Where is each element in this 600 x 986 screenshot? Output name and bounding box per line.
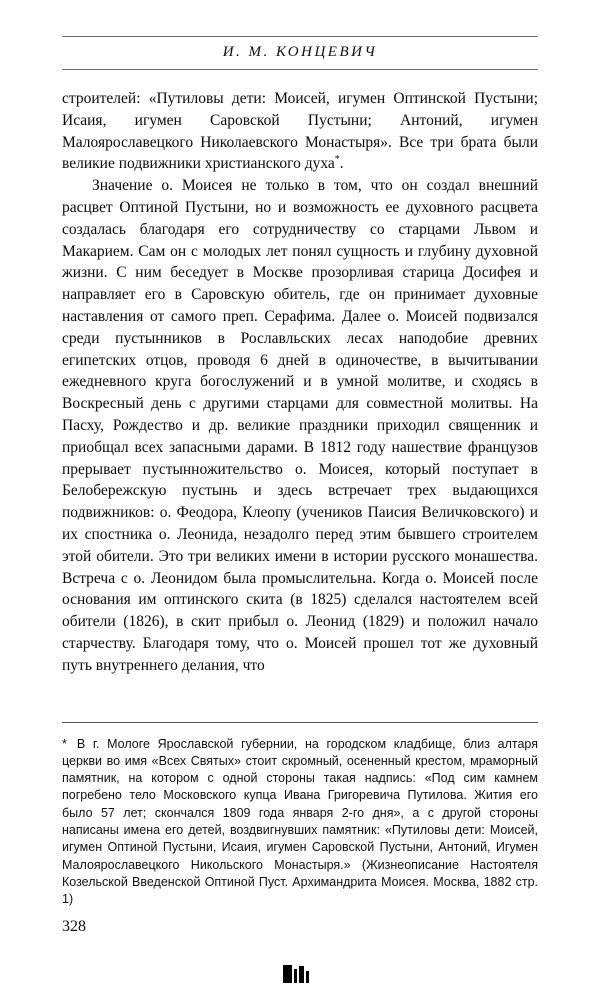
- paragraph-2: Значение о. Моисея не только в том, что он создал внешний расцвет Оптиной Пустыни, но и возможность ее духовного расцвета создалась благодаря его сотрудничеству со старцами Львом и Макарием. Сам он с молодых лет понял сущность и глубину духовной жизни. С ним беседует в Москве прозорливая старица Досифея и направляет его в Саровскую обитель, где он принимает духовные наставления от самого преп. Серафима. Далее о. Моисей подвизался среди пустынников в Рославльских лесах наподобие древних египетских отцов, проводя 6 дней в одиночестве, в вычитывании ежедневного круга богослужений и в умной молитве, и сходясь в Воскресный день с другими старцами для совместной молитвы. На Пасху, Рождество и др. великие праздники приходил священник и приобщал всех запасными дарами. В 1812 году нашествие французов прерывает пустынножительство о. Моисея, который поступает в Белобережскую пустынь и здесь встречает трех выдающихся подвижников: о. Феодора, Клеопу (учеников Паисия Величковского) и их спостника о. Леонида, незадолго перед этим бывшего строителем этой обители. Это три великих имени в истории русского монашества. Встреча с о. Леонидом была промыслительна. Когда о. Моисей после основания им оптинского скита (в 1825) сделался настоятелем всей обители (1826), в скит прибыл о. Леонид (1829) и положил начало старчеству. Благодаря тому, что о. Моисей прошел тот же духовный путь внутреннего делания, что: [62, 177, 538, 674]
- barcode-bar: [294, 969, 297, 983]
- header-rule-bottom: [62, 69, 538, 70]
- body-text: [62, 88, 538, 677]
- footnote-text: В г. Мологе Ярославской губернии, на городском кладбище, близ алтаря церкви во имя «Всех Святых» стоит скромный, осененный крестом, мраморный памятник, на котором с одной стороны такая надпись: «Под сим камнем погребено тело Московского купца Ивана Григоревича Путилова. Жития его было 57 лет; скончался 1809 года января 2-го дня», а с другой стороны написаны имена его детей, воздвигнувших памятник: «Путиловы дети: Моисей, игумен Оптиной Пустыни, Исаия, игумен Саровской Пустыни, Антоний, Игумен Малоярославецкого Никольского Монастыря.» (Жизнеописание Настоятеля Козельской Введенской Оптиной Пуст. Архимандрита Моисея. Москва, 1882 стр. 1): [62, 736, 538, 907]
- barcode-bar: [306, 971, 309, 983]
- paragraph-1: [62, 88, 538, 175]
- barcode-bar: [283, 965, 292, 983]
- barcode-bar: [299, 966, 304, 983]
- footnote-marker: *: [62, 736, 67, 751]
- running-header: [62, 36, 538, 70]
- running-header-title: И. М. КОНЦЕВИЧ: [222, 44, 378, 60]
- page-number: 328: [62, 918, 86, 935]
- paragraph-1-after-marker: .: [339, 155, 344, 173]
- footnote: [62, 736, 538, 909]
- footnote-reference-marker: *: [334, 154, 340, 166]
- footnote-block: [62, 722, 538, 921]
- barcode-artifact: [283, 963, 313, 983]
- paragraph-1-text: строителей: «Путиловы дети: Моисей, игумен Оптинской Пустыни; Исаия, игумен Саровской Пустыни; Антоний, игумен Малоярославецкого Николаевского Монастыря». Все три брата были великие подвижники христианского духа: [62, 90, 538, 173]
- footnote-rule: [62, 722, 538, 723]
